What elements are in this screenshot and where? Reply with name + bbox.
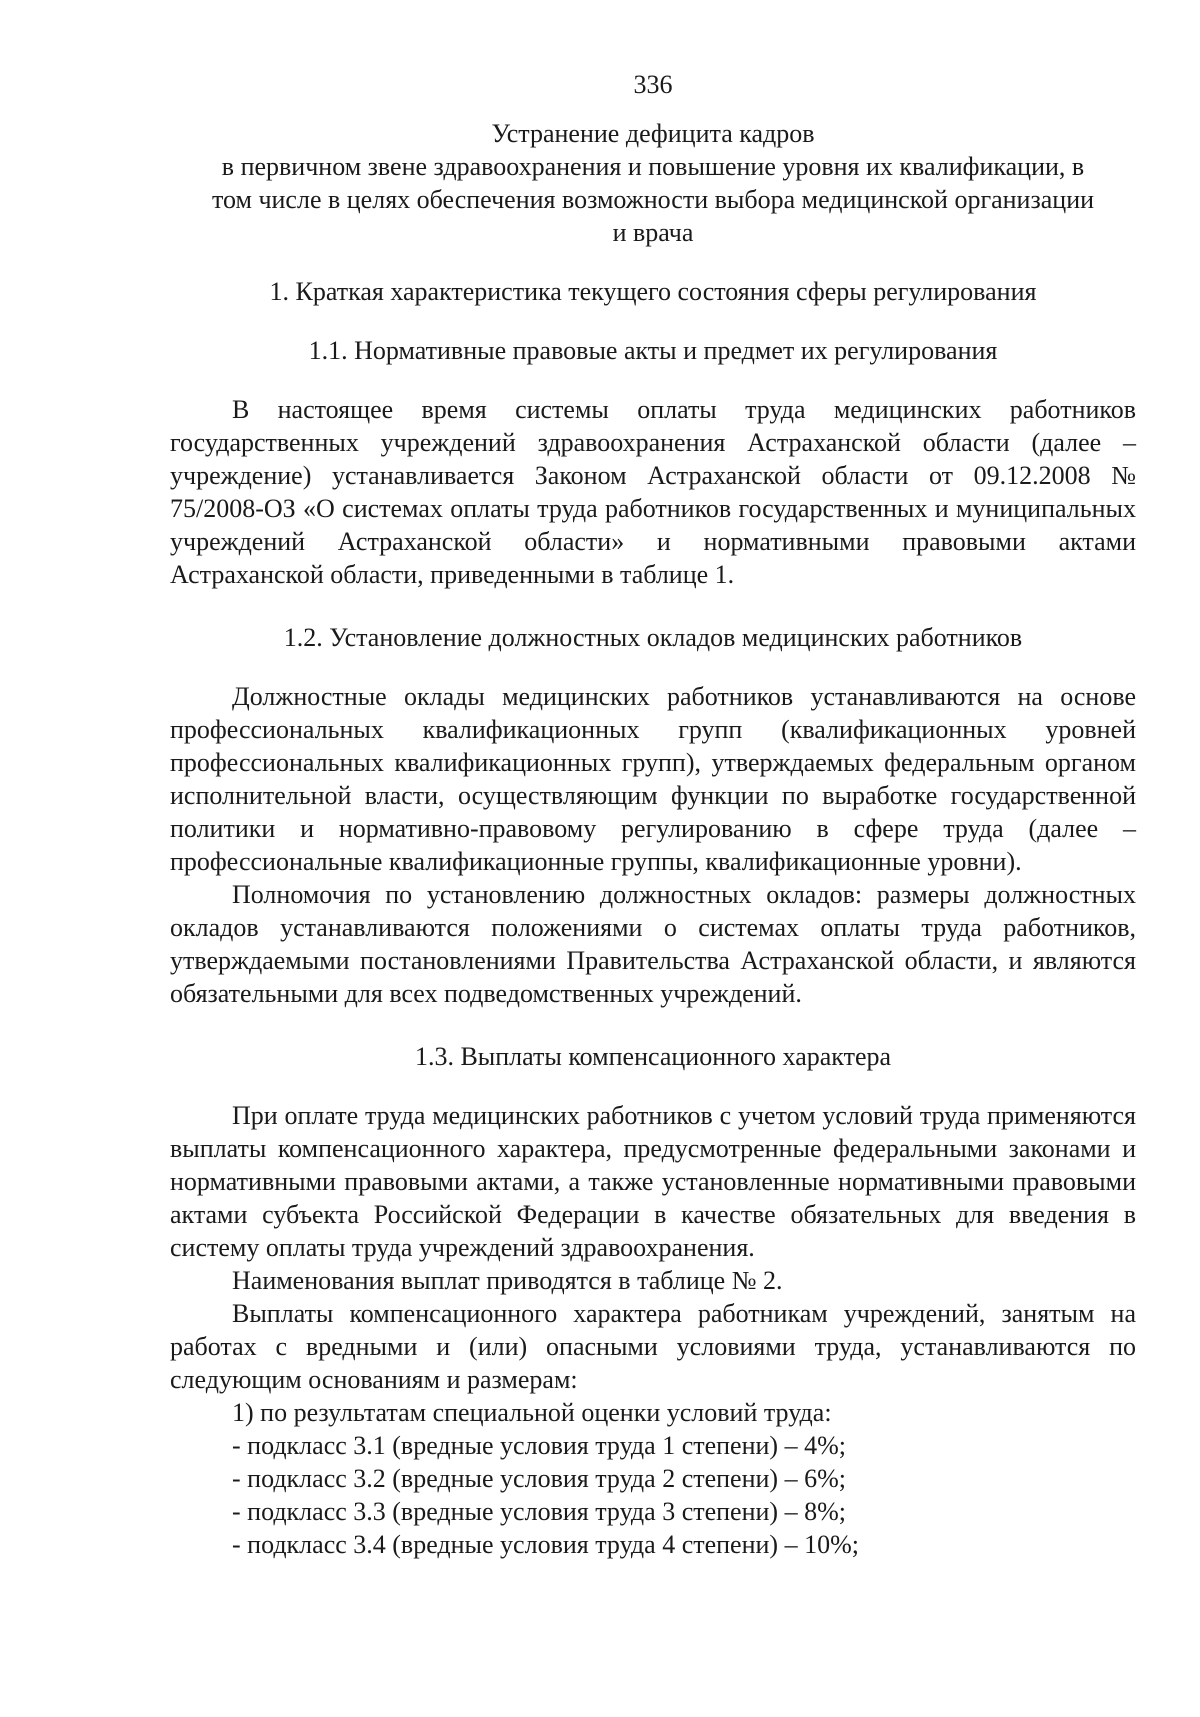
list-item: - подкласс 3.4 (вредные условия труда 4 степени) – 10%; — [232, 1530, 859, 1559]
page-number: 336 — [633, 70, 673, 99]
section-heading-1-2: 1.2. Установление должностных окладов медицинских работников — [283, 623, 1023, 652]
document-title — [170, 117, 1136, 249]
title-line: в первичном звене здравоохранения и повышение уровня их квалификации, в — [221, 152, 1085, 181]
section-heading-1: 1. Краткая характеристика текущего состояния сферы регулирования — [269, 277, 1037, 306]
page-content — [170, 68, 1136, 1561]
rates-list — [170, 1396, 1136, 1561]
title-line: и врача — [612, 218, 694, 247]
paragraph-1-1: В настоящее время системы оплаты труда медицинских работников государственных учреждений здравоохранения Астраханской области (далее – учреждение) устанавливается Законом Астраханской области от 09.12.2008 № 75/2008-ОЗ «О системах оплаты труда работников государственных и муниципальных учреждений Астраханской области» и нормативными правовыми актами Астраханской области, приведенными в таблице 1. — [170, 395, 1136, 589]
list-item: - подкласс 3.3 (вредные условия труда 3 степени) – 8%; — [232, 1497, 846, 1526]
list-item: - подкласс 3.2 (вредные условия труда 2 степени) – 6%; — [232, 1464, 846, 1493]
list-item: 1) по результатам специальной оценки условий труда: — [232, 1398, 832, 1427]
paragraph-1-3-a: При оплате труда медицинских работников с учетом условий труда применяются выплаты компенсационного характера, предусмотренные федеральными законами и нормативными правовыми актами, а также установленные нормативными правовыми актами субъекта Российской Федерации в качестве обязательных для введения в систему оплаты труда учреждений здравоохранения. — [170, 1101, 1136, 1262]
paragraph-1-3-b: Наименования выплат приводятся в таблице № 2. — [232, 1266, 783, 1295]
paragraph-1-2-b: Полномочия по установлению должностных окладов: размеры должностных окладов устанавливаются положениями о системах оплаты труда работников, утверждаемыми постановлениями Правительства Астраханской области, и являются обязательными для всех подведомственных учреждений. — [170, 880, 1136, 1008]
section-heading-1-1: 1.1. Нормативные правовые акты и предмет их регулирования — [308, 336, 998, 365]
paragraph-1-3-c: Выплаты компенсационного характера работникам учреждений, занятым на работах с вредными и (или) опасными условиями труда, устанавливаются по следующим основаниям и размерам: — [170, 1299, 1136, 1394]
paragraph-1-2-a: Должностные оклады медицинских работников устанавливаются на основе профессиональных квалификационных групп (квалификационных уровней профессиональных квалификационных групп), утверждаемых федеральным органом исполнительной власти, осуществляющим функции по выработке государственной политики и нормативно-правовому регулированию в сфере труда (далее – профессиональные квалификационные группы, квалификационные уровни). — [170, 682, 1136, 876]
title-line: том числе в целях обеспечения возможности выбора медицинской организации — [211, 185, 1095, 214]
title-line: Устранение дефицита кадров — [491, 119, 815, 148]
list-item: - подкласс 3.1 (вредные условия труда 1 степени) – 4%; — [232, 1431, 846, 1460]
section-heading-1-3: 1.3. Выплаты компенсационного характера — [414, 1042, 892, 1071]
